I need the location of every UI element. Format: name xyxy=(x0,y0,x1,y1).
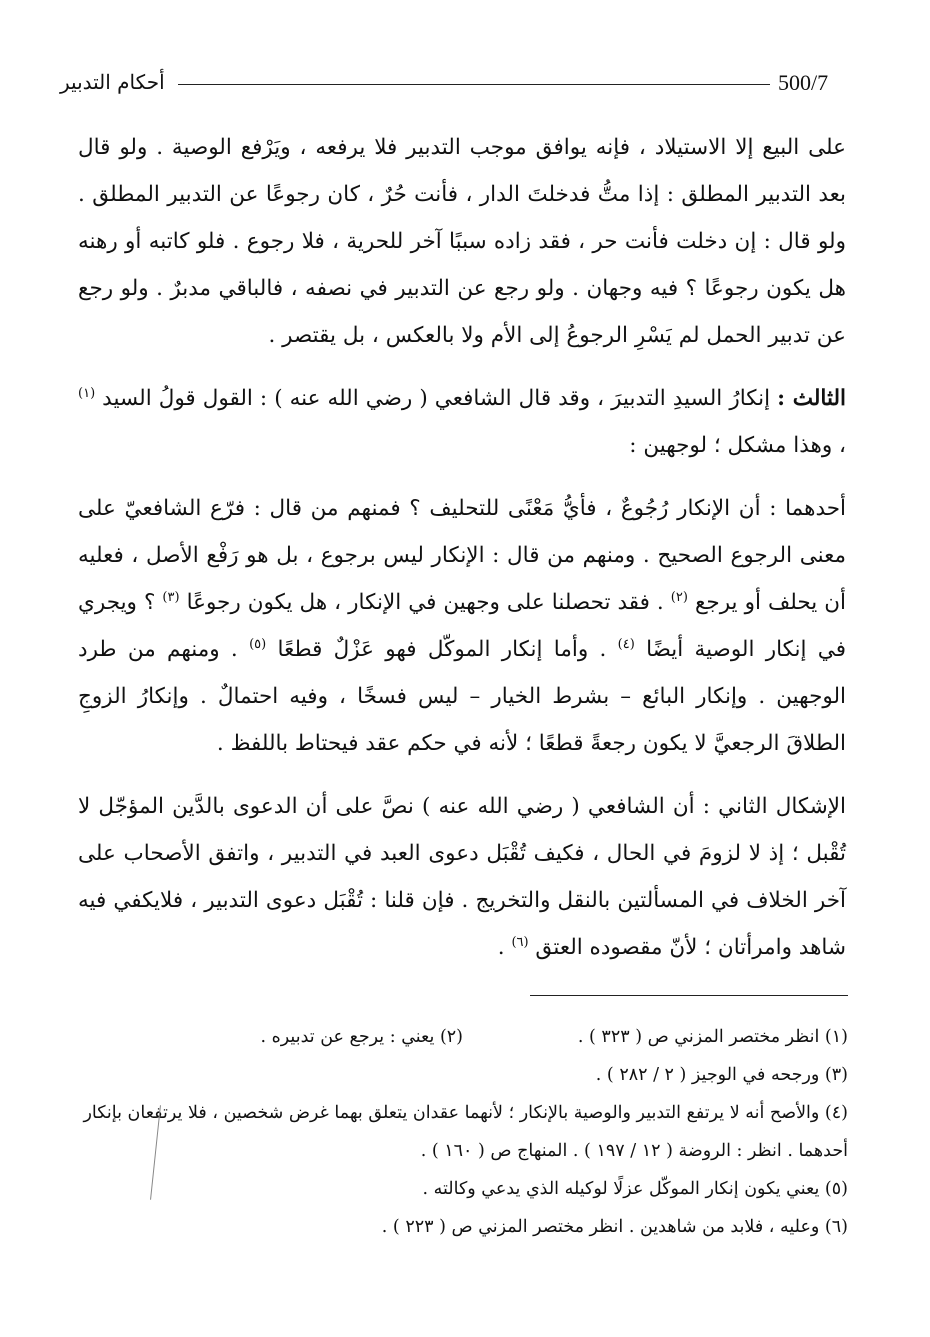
paragraph-3 xyxy=(78,485,846,767)
paragraph-4-text-b: . xyxy=(497,935,512,960)
paragraph-3-text-d: . وأما إنكار الموكّل فهو عَزْلٌ قطعًا xyxy=(266,637,618,662)
main-text xyxy=(78,124,846,987)
footnote-4: (٤) والأصح أنه لا يرتفع التدبير والوصية بالإنكار ؛ لأنهما عقدان يتعلق بهما غرض شخصين ، فلا يرتفعان بإنكار أحدهما . انظر : الروضة ( ١٢ / ١٩٧ ) . المنهاج ص ( ١٦٠ ) . xyxy=(83,1103,848,1161)
footnote-ref-3[interactable]: (٣) xyxy=(162,589,180,605)
footnote-2: (٢) يعني : يرجع عن تدبيره . xyxy=(260,1027,463,1047)
section-lead: الثالث : xyxy=(777,386,846,411)
paragraph-2-text-b: ، وهذا مشكل ؛ لوجهين : xyxy=(629,433,846,458)
paragraph-4-text-a: الإشكال الثاني : أن الشافعي ( رضي الله عنه ) نصَّ على أن الدعوى بالدَّين المؤجّل لا تُقْبل ؛ إذ لا لزومَ في الحال ، فكيف تُقْبَل دعوى العبد في التدبير ، واتفق الأصحاب على آخر الخلاف في المسألتين بالنقل والتخريج . فإن قلنا : تُقْبَل دعوى التدبير ، فلايكفي فيه شاهد وامرأتان ؛ لأنّ مقصوده العتق xyxy=(78,794,846,960)
paragraph-3-text-e: . ومنهم من طرد الوجهين . وإنكار البائع – بشرط الخيار – ليس فسخًا ، وفيه احتمالٌ . وإنكارُ الزوجِ الطلاقَ الرجعيَّ لا يكون رجعةً قطعًا ؛ لأنه في حكم عقد فيحتاط باللفظ . xyxy=(78,637,846,756)
footnote-1: (١) انظر مختصر المزني ص ( ٣٢٣ ) . xyxy=(577,1027,848,1047)
footnotes xyxy=(78,1018,848,1246)
header-rule xyxy=(178,84,770,85)
footnote-ref-1[interactable]: (١) xyxy=(78,385,96,401)
paragraph-3-text-b: . فقد تحصلنا على وجهين في الإنكار ، هل يكون رجوعًا xyxy=(179,590,671,615)
page-header xyxy=(60,64,845,104)
footnote-ref-6[interactable]: (٦) xyxy=(511,934,529,950)
footnote-3: (٣) ورجحه في الوجيز ( ٢ / ٢٨٢ ) . xyxy=(595,1065,848,1085)
footnote-row-1 xyxy=(78,1018,848,1056)
paragraph-4 xyxy=(78,783,846,971)
paragraph-1 xyxy=(78,124,846,359)
footnote-ref-5[interactable]: (٥) xyxy=(249,636,267,652)
paragraph-2 xyxy=(78,375,846,469)
footnote-ref-2[interactable]: (٢) xyxy=(670,589,688,605)
footnote-separator xyxy=(530,995,848,996)
paragraph-2-text-a: إنكارُ السيدِ التدبيرَ ، وقد قال الشافعي ( رضي الله عنه ) : القول قولُ السيد xyxy=(95,386,778,411)
paragraph-1-text: على البيع إلا الاستيلاد ، فإنه يوافق موجب التدبير فلا يرفعه ، ويَرْفع الوصية . ولو قال بعد التدبير المطلق : إذا متُّ فدخلتَ الدار ، فأنت حُرٌ ، كان رجوعًا عن التدبير المطلق . ولو قال : إن دخلت فأنت حر ، فقد زاده سببًا آخر للحرية ، فلا رجوع . فلو كاتبه أو رهنه هل يكون رجوعًا ؟ فيه وجهان . ولو رجع عن التدبير في نصفه ، فالباقي مدبرٌ . ولو رجع عن تدبير الحمل لم يَسْرِ الرجوعُ إلى الأم ولا بالعكس ، بل يقتصر . xyxy=(78,135,846,348)
footnote-ref-4[interactable]: (٤) xyxy=(617,636,635,652)
footnote-6: (٦) وعليه ، فلابد من شاهدين . انظر مختصر المزني ص ( ٢٢٣ ) . xyxy=(381,1217,848,1237)
page-number: 500/7 xyxy=(778,70,829,95)
paragraph-3-text-a: أحدهما : أن الإنكار رُجُوعٌ ، فأيُّ مَعْنًى للتحليف ؟ فمنهم من قال : فرّع الشافعيّ على معنى الرجوع الصحيح . ومنهم من قال : الإنكار ليس برجوع ، بل هو رَفْع الأصل ، فعليه أن يحلف أو يرجع xyxy=(78,496,846,615)
running-title: أحكام التدبير xyxy=(60,70,165,94)
paragraph-3-text-c: ؟ ويجري في إنكار الوصية أيضًا xyxy=(78,590,847,662)
footnote-5: (٥) يعني يكون إنكار الموكّل عزلًا لوكيله الذي يدعي وكالته . xyxy=(422,1179,848,1199)
